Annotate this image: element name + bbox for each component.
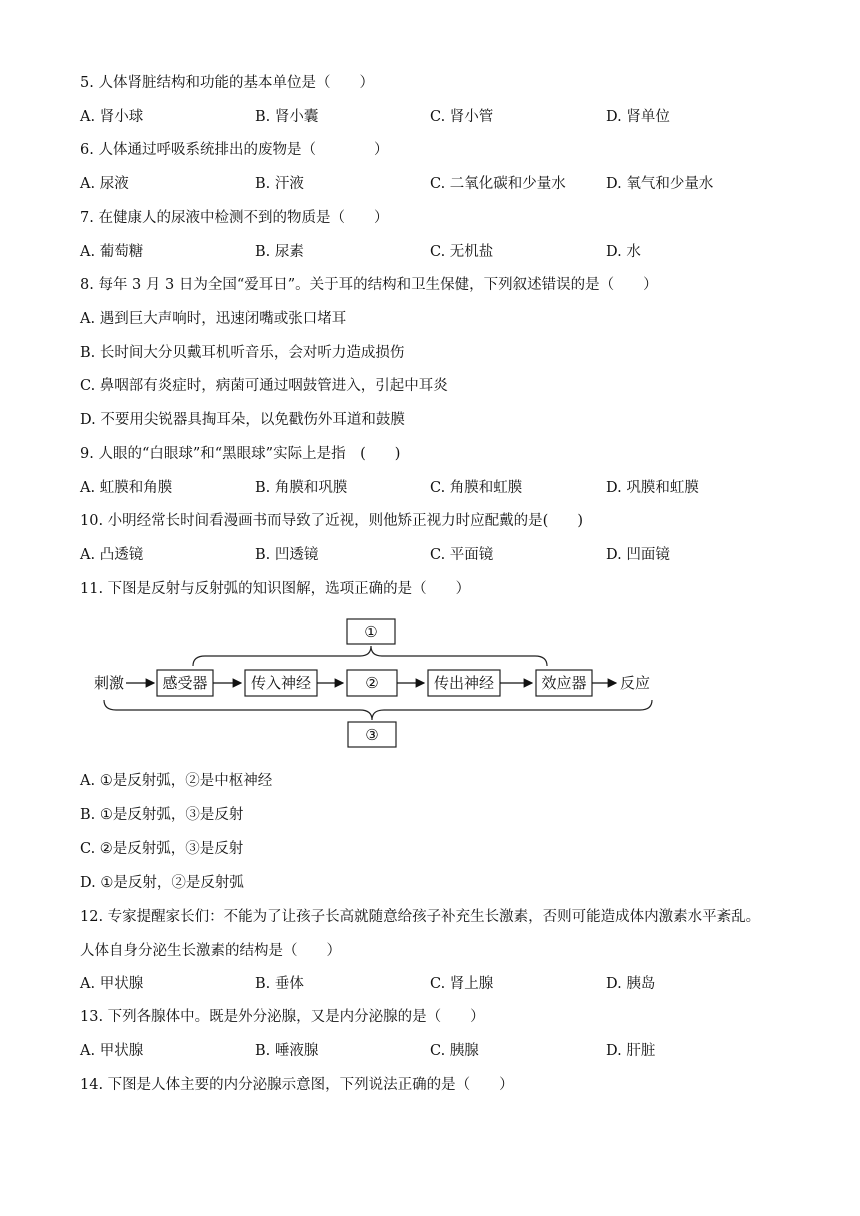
q6-option-a: A. 尿液 bbox=[80, 176, 129, 192]
reflex-arc-diagram bbox=[80, 614, 680, 754]
q9-option-d: D. 巩膜和虹膜 bbox=[606, 480, 699, 496]
stimulus-label: 刺激 bbox=[94, 674, 125, 692]
q11-option-d: D. ①是反射，②是反射弧 bbox=[80, 875, 244, 891]
q6-option-c: C. 二氧化碳和少量水 bbox=[430, 176, 566, 192]
q11-option-a: A. ①是反射弧，②是中枢神经 bbox=[80, 773, 273, 789]
receptor-label: 感受器 bbox=[162, 674, 208, 692]
question-7-stem: 7. 在健康人的尿液中检测不到的物质是（ ） bbox=[80, 210, 389, 226]
top-label: ① bbox=[364, 623, 378, 641]
q9-option-b: B. 角膜和巩膜 bbox=[255, 480, 348, 496]
question-11-stem: 11. 下图是反射与反射弧的知识图解，选项正确的是（ ） bbox=[80, 581, 471, 597]
q8-option-a: A. 遇到巨大声响时，迅速闭嘴或张口堵耳 bbox=[80, 311, 347, 327]
q5-option-a: A. 肾小球 bbox=[80, 109, 144, 125]
q7-option-a: A. 葡萄糖 bbox=[80, 244, 144, 260]
q10-option-d: D. 凹面镜 bbox=[606, 547, 670, 563]
q11-option-c: C. ②是反射弧，③是反射 bbox=[80, 841, 244, 857]
response-label: 反应 bbox=[620, 674, 651, 692]
q5-option-d: D. 肾单位 bbox=[606, 109, 670, 125]
q5-option-b: B. 肾小囊 bbox=[255, 109, 319, 125]
q10-option-b: B. 凹透镜 bbox=[255, 547, 319, 563]
question-6-stem: 6. 人体通过呼吸系统排出的废物是（ ） bbox=[80, 142, 389, 158]
q8-option-b: B. 长时间大分贝戴耳机听音乐，会对听力造成损伤 bbox=[80, 345, 405, 361]
q7-option-b: B. 尿素 bbox=[255, 244, 304, 260]
question-10-stem: 10. 小明经常长时间看漫画书而导致了近视，则他矫正视力时应配戴的是( ) bbox=[80, 513, 583, 529]
q7-option-d: D. 水 bbox=[606, 244, 641, 260]
q12-option-c: C. 肾上腺 bbox=[430, 976, 494, 992]
q11-option-b: B. ①是反射弧，③是反射 bbox=[80, 807, 244, 823]
afferent-label: 传入神经 bbox=[250, 674, 312, 692]
q5-option-c: C. 肾小管 bbox=[430, 109, 494, 125]
q9-option-a: A. 虹膜和角膜 bbox=[80, 480, 173, 496]
effector-label: 效应器 bbox=[541, 674, 587, 692]
top-brace bbox=[193, 646, 547, 666]
q8-option-c: C. 鼻咽部有炎症时，病菌可通过咽鼓管进入，引起中耳炎 bbox=[80, 378, 448, 394]
center-label: ② bbox=[365, 674, 379, 692]
q13-option-d: D. 肝脏 bbox=[606, 1043, 656, 1059]
question-12-stem-cont: 人体自身分泌生长激素的结构是（ ） bbox=[80, 943, 341, 959]
q6-option-d: D. 氧气和少量水 bbox=[606, 176, 714, 192]
question-5-stem: 5. 人体肾脏结构和功能的基本单位是（ ） bbox=[80, 75, 374, 91]
q13-option-c: C. 胰腺 bbox=[430, 1043, 479, 1059]
bottom-brace bbox=[104, 700, 652, 720]
question-8-stem: 8. 每年 3 月 3 日为全国“爱耳日”。关于耳的结构和卫生保健，下列叙述错误的是（ ） bbox=[80, 277, 658, 293]
q12-option-a: A. 甲状腺 bbox=[80, 976, 144, 992]
q6-option-b: B. 汗液 bbox=[255, 176, 304, 192]
q13-option-b: B. 唾液腺 bbox=[255, 1043, 319, 1059]
q10-option-a: A. 凸透镜 bbox=[80, 547, 144, 563]
q7-option-c: C. 无机盐 bbox=[430, 244, 494, 260]
question-13-stem: 13. 下列各腺体中。既是外分泌腺，又是内分泌腺的是（ ） bbox=[80, 1009, 485, 1025]
bottom-label: ③ bbox=[365, 726, 379, 744]
q13-option-a: A. 甲状腺 bbox=[80, 1043, 144, 1059]
q12-option-d: D. 胰岛 bbox=[606, 976, 656, 992]
q12-option-b: B. 垂体 bbox=[255, 976, 304, 992]
question-12-stem: 12. 专家提醒家长们：不能为了让孩子长高就随意给孩子补充生长激素，否则可能造成体内激素水平紊乱。 bbox=[80, 909, 761, 925]
q9-option-c: C. 角膜和虹膜 bbox=[430, 480, 523, 496]
q10-option-c: C. 平面镜 bbox=[430, 547, 494, 563]
efferent-label: 传出神经 bbox=[433, 674, 495, 692]
question-9-stem: 9. 人眼的“白眼球”和“黑眼球”实际上是指 ( ) bbox=[80, 446, 401, 462]
question-14-stem: 14. 下图是人体主要的内分泌腺示意图，下列说法正确的是（ ） bbox=[80, 1077, 514, 1093]
q8-option-d: D. 不要用尖锐器具掏耳朵，以免戳伤外耳道和鼓膜 bbox=[80, 412, 405, 428]
